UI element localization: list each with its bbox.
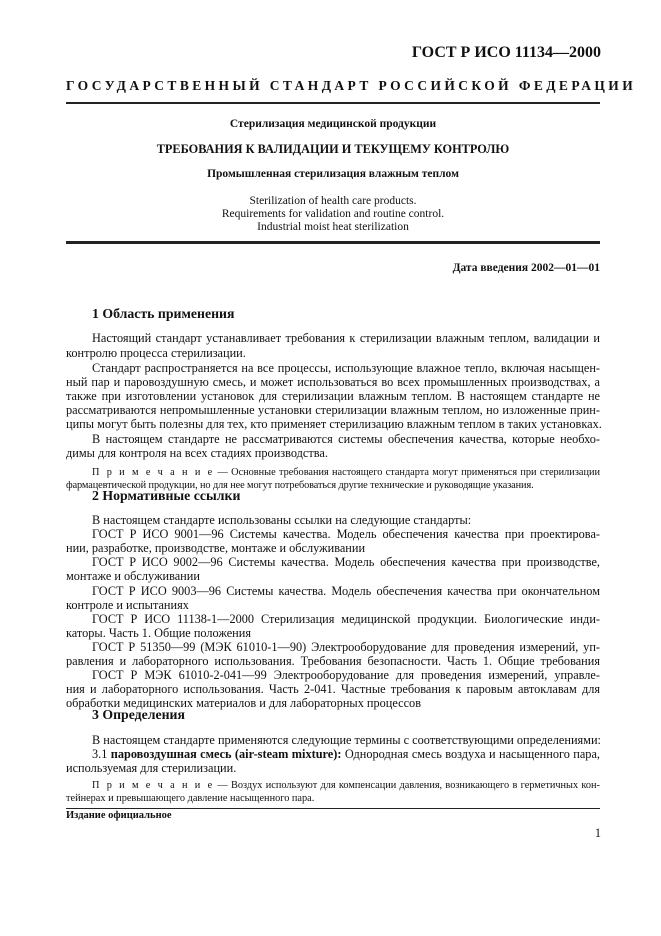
topic-heading: Стерилизация медицинской продукции — [229, 118, 437, 130]
definition-number: 3.1 — [92, 747, 111, 761]
document-title: ТРЕБОВАНИЯ К ВАЛИДАЦИИ И ТЕКУЩЕМУ КОНТРОЛЮ — [156, 142, 510, 156]
state-standard-banner: ГОСУДАРСТВЕННЫЙ СТАНДАРТ РОССИЙСКОЙ ФЕДЕРАЦИИ — [66, 78, 637, 93]
section-3-text-line: В настоящем стандарте применяются следующие термины с соответствующими определениями: — [92, 733, 601, 747]
reference-line: ГОСТ Р МЭК 61010-2-041—99 Электрооборудование для проведения измерений, управле- — [92, 668, 600, 682]
reference-line: монтаже и обслуживании — [66, 569, 200, 583]
english-title-line-1: Sterilization of health care products. — [249, 195, 417, 207]
section-3-note-line-2: тейнерах и превышающего давление насыщенного пара. — [66, 793, 315, 804]
note-text: — Основные требования настоящего стандарта могут применяться при стерилизации — [214, 467, 600, 478]
page-number: 1 — [594, 826, 601, 840]
section-1-note-line-2: фармацевтической продукции, но для нее могут потребоваться другие технические и руководящие указания. — [66, 480, 534, 491]
reference-line: равления и лабораторного использования. Требования безопасности. Часть 1. Общие требования — [66, 654, 600, 668]
section-1-text-line: ный пар и паровоздушную смесь, и может использоваться во всех промышленных производствах, а — [66, 375, 600, 389]
section-1-text-line: ципы могут быть полезны для тех, кто применяет стерилизацию влажным теплом в таких установках. — [66, 417, 602, 431]
section-1-text-line: также при изготовлении установок для стерилизации влажным теплом. В настоящем стандарте не — [66, 389, 600, 403]
reference-line: контроле и испытаниях — [66, 598, 189, 612]
reference-line: ГОСТ Р ИСО 9002—96 Системы качества. Модель обеспечения качества при производстве, — [92, 555, 600, 569]
document-code: ГОСТ Р ИСО 11134—2000 — [411, 44, 601, 61]
section-1-text-line: Настоящий стандарт устанавливает требования к стерилизации влажным теплом, валидации и — [92, 331, 600, 345]
document-subtitle: Промышленная стерилизация влажным теплом — [207, 168, 459, 180]
section-3-text-line: используемая для стерилизации. — [66, 761, 237, 775]
reference-line: обработки медицинских материалов и для лабораторных процессов — [66, 696, 422, 710]
section-3-note-line-1 — [92, 779, 600, 792]
section-1-text-line: димы для контроля на всех стадиях производства. — [66, 446, 328, 460]
reference-line: нии, разработке, производстве, монтаже и обслуживании — [66, 541, 366, 555]
official-edition-label: Издание официальное — [66, 810, 172, 821]
section-2-heading: 2 Нормативные ссылки — [92, 488, 241, 503]
reference-line: ния и лабораторного использования. Часть 2-041. Частные требования к паровым автоклавам для — [66, 682, 600, 696]
reference-line: ГОСТ Р ИСО 11138-1—2000 Стерилизация медицинской продукции. Биологические инди- — [92, 612, 600, 626]
section-1-text-line: контролю процесса стерилизации. — [66, 346, 246, 360]
reference-line: ГОСТ Р ИСО 9003—96 Системы качества. Модель обеспечения качества при окончательном — [92, 584, 600, 598]
section-1-text-line: В настоящем стандарте не рассматриваются системы обеспечения качества, которые необхо- — [92, 432, 600, 446]
section-1-heading: 1 Область применения — [92, 306, 235, 321]
definition-line — [92, 747, 600, 762]
section-1-text-line: рассматриваются непромышленные установки стерилизации влажным теплом, но изложенные прин- — [66, 403, 600, 417]
english-title-line-3: Industrial moist heat sterilization — [257, 221, 409, 233]
definition-term: паровоздушная смесь (air-steam mixture): — [110, 747, 342, 761]
section-1-note-line-1 — [92, 466, 600, 479]
title-rule — [66, 241, 600, 244]
section-1-text-line: Стандарт распространяется на все процессы, использующие влажное тепло, включая насыщен- — [92, 361, 600, 375]
note-label: П р и м е ч а н и е — [92, 780, 215, 791]
note-label: П р и м е ч а н и е — [92, 467, 215, 478]
footer-rule — [66, 808, 600, 809]
reference-line: ГОСТ Р ИСО 9001—96 Системы качества. Модель обеспечения качества при проектирова- — [92, 527, 600, 541]
introduction-date: Дата введения 2002—01—01 — [452, 262, 600, 274]
section-2-text-line: В настоящем стандарте использованы ссылки на следующие стандарты: — [92, 513, 472, 527]
reference-line: каторы. Часть 1. Общие положения — [66, 626, 251, 640]
reference-line: ГОСТ Р 51350—99 (МЭК 61010-1—90) Электрооборудование для проведения измерений, уп- — [92, 640, 600, 654]
definition-text: Однородная смесь воздуха и насыщенного пара, — [341, 747, 600, 761]
english-title-line-2: Requirements for validation and routine control. — [221, 208, 445, 220]
header-rule-top — [66, 102, 600, 104]
section-3-heading: 3 Определения — [92, 707, 185, 722]
note-text: — Воздух используют для компенсации давления, возникающего в герметичных кон- — [214, 780, 600, 791]
